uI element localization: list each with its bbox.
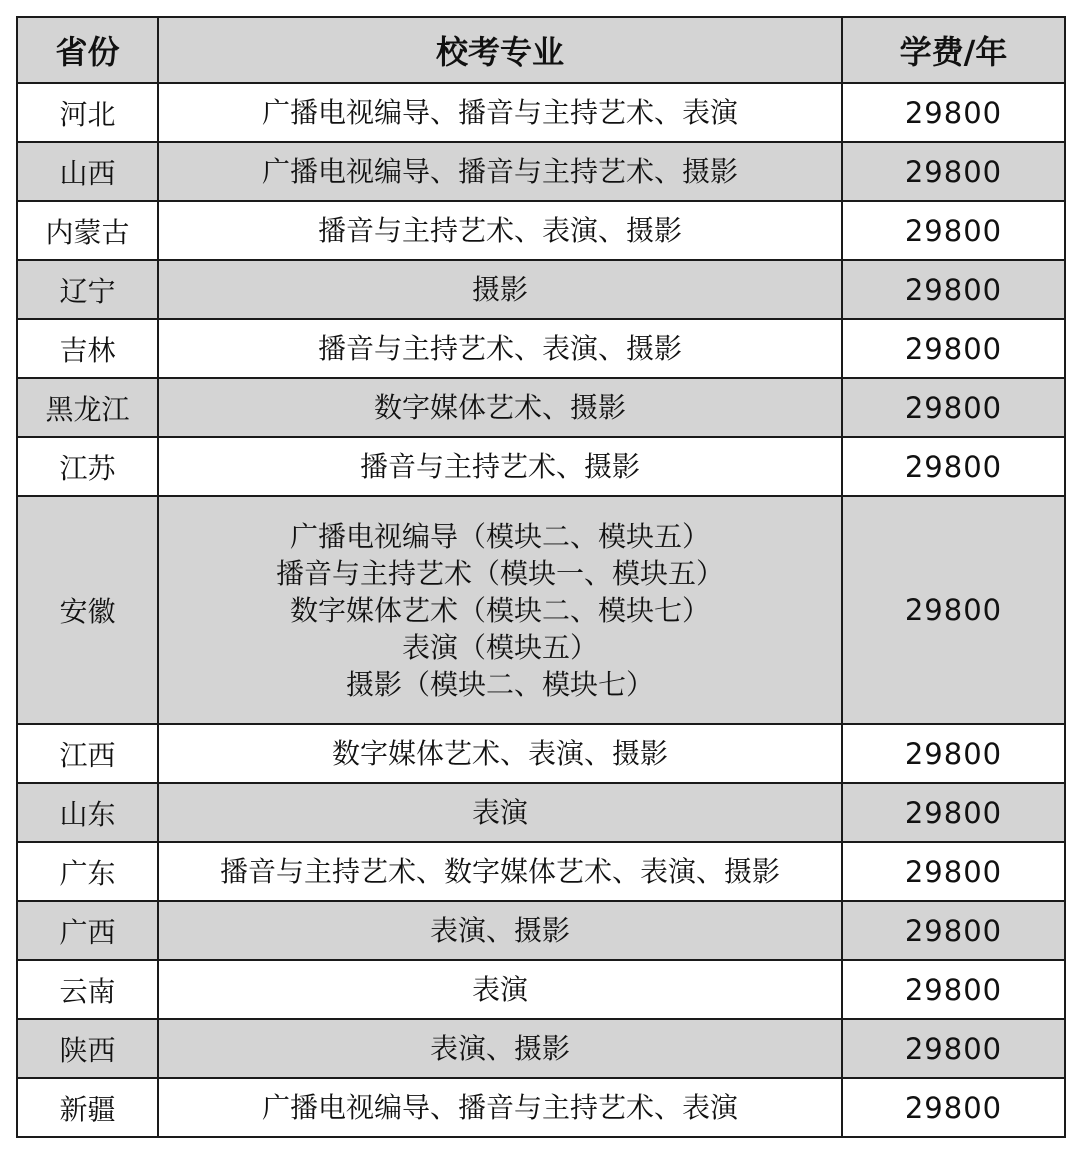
province-cell: 吉林 [17, 319, 158, 378]
table-row [17, 201, 1065, 260]
province-cell: 山东 [17, 783, 158, 842]
header-majors: 校考专业 [158, 17, 842, 83]
province-cell: 辽宁 [17, 260, 158, 319]
major-line: 摄影（模块二、模块七） [345, 667, 654, 701]
table-row [17, 960, 1065, 1019]
fee-cell: 29800 [842, 496, 1065, 724]
table-row [17, 901, 1065, 960]
major-line: 播音与主持艺术、表演、摄影 [317, 214, 682, 247]
province-cell: 广西 [17, 901, 158, 960]
table-row [17, 496, 1065, 724]
fee-cell: 29800 [842, 783, 1065, 842]
table-row [17, 783, 1065, 842]
majors-cell [158, 319, 842, 378]
majors-cell [158, 378, 842, 437]
province-cell: 河北 [17, 83, 158, 142]
header-province: 省份 [17, 17, 158, 83]
majors-cell [158, 142, 842, 201]
table-body [17, 83, 1065, 1137]
fee-cell: 29800 [842, 201, 1065, 260]
majors-cell [158, 960, 842, 1019]
majors-cell [158, 1078, 842, 1137]
majors-cell [158, 783, 842, 842]
fee-cell: 29800 [842, 901, 1065, 960]
major-line: 表演、摄影 [429, 1032, 570, 1065]
major-line: 播音与主持艺术（模块一、模块五） [275, 556, 724, 590]
table-header [17, 17, 1065, 83]
table-row [17, 724, 1065, 783]
fee-cell: 29800 [842, 724, 1065, 783]
table-container [16, 16, 1064, 1138]
table-row [17, 260, 1065, 319]
province-cell: 江苏 [17, 437, 158, 496]
fee-cell: 29800 [842, 1019, 1065, 1078]
major-line: 广播电视编导（模块二、模块五） [289, 519, 710, 553]
table-row [17, 1019, 1065, 1078]
fee-cell: 29800 [842, 1078, 1065, 1137]
major-line: 表演 [471, 973, 528, 1006]
majors-cell [158, 842, 842, 901]
major-line: 广播电视编导、播音与主持艺术、摄影 [261, 155, 738, 188]
fee-cell: 29800 [842, 260, 1065, 319]
major-line: 广播电视编导、播音与主持艺术、表演 [261, 1091, 738, 1124]
majors-cell [158, 83, 842, 142]
major-line: 摄影 [471, 273, 528, 306]
tuition-table [16, 16, 1066, 1138]
majors-cell [158, 901, 842, 960]
table-row [17, 142, 1065, 201]
province-cell: 黑龙江 [17, 378, 158, 437]
majors-cell [158, 496, 842, 724]
table-row [17, 1078, 1065, 1137]
province-cell: 安徽 [17, 496, 158, 724]
major-line: 表演、摄影 [429, 914, 570, 947]
majors-cell [158, 201, 842, 260]
major-line: 数字媒体艺术（模块二、模块七） [289, 593, 710, 627]
major-line: 数字媒体艺术、表演、摄影 [331, 737, 668, 770]
fee-cell: 29800 [842, 960, 1065, 1019]
table-row [17, 378, 1065, 437]
table-row [17, 842, 1065, 901]
province-cell: 内蒙古 [17, 201, 158, 260]
fee-cell: 29800 [842, 142, 1065, 201]
fee-cell: 29800 [842, 437, 1065, 496]
major-line: 数字媒体艺术、摄影 [373, 391, 626, 424]
major-line: 播音与主持艺术、表演、摄影 [317, 332, 682, 365]
fee-cell: 29800 [842, 319, 1065, 378]
table-row [17, 319, 1065, 378]
province-cell: 云南 [17, 960, 158, 1019]
major-line: 播音与主持艺术、数字媒体艺术、表演、摄影 [219, 855, 780, 888]
majors-cell [158, 437, 842, 496]
province-cell: 陕西 [17, 1019, 158, 1078]
majors-cell [158, 260, 842, 319]
header-fee: 学费/年 [842, 17, 1065, 83]
majors-cell [158, 724, 842, 783]
major-line: 播音与主持艺术、摄影 [359, 450, 640, 483]
fee-cell: 29800 [842, 842, 1065, 901]
major-line: 表演 [471, 796, 528, 829]
province-cell: 江西 [17, 724, 158, 783]
province-cell: 新疆 [17, 1078, 158, 1137]
major-line: 表演（模块五） [401, 630, 598, 664]
province-cell: 广东 [17, 842, 158, 901]
fee-cell: 29800 [842, 378, 1065, 437]
header-row [17, 17, 1065, 83]
major-line: 广播电视编导、播音与主持艺术、表演 [261, 96, 738, 129]
table-row [17, 83, 1065, 142]
fee-cell: 29800 [842, 83, 1065, 142]
province-cell: 山西 [17, 142, 158, 201]
majors-cell [158, 1019, 842, 1078]
table-row [17, 437, 1065, 496]
